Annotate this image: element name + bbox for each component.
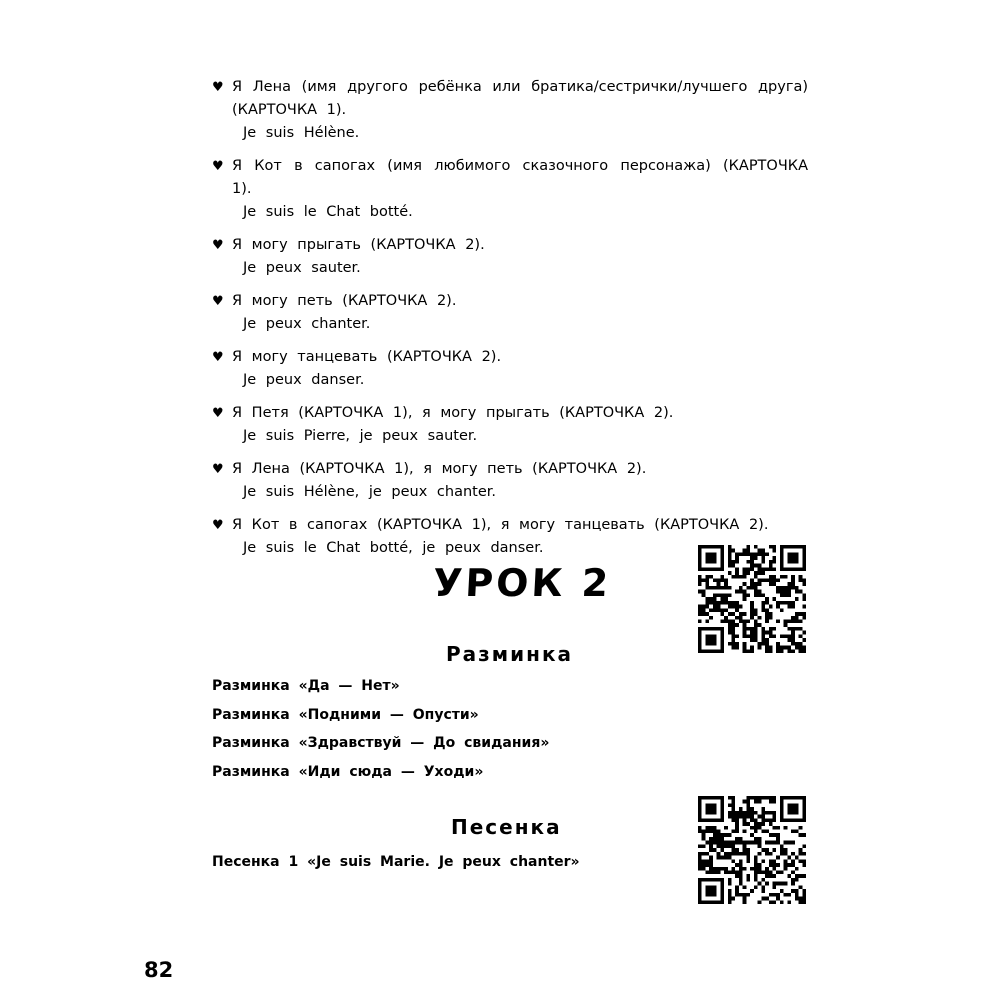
qr-code-icon[interactable] [698, 796, 806, 904]
qr-code-icon[interactable] [698, 545, 806, 653]
russian-phrase: Я Петя (КАРТОЧКА 1), я могу прыгать (КАРТОЧКА 2). [232, 405, 674, 421]
russian-phrase: Я Кот в сапогах (имя любимого сказочного персонажа) (КАРТОЧКА 1). [232, 158, 808, 197]
lesson-title: УРОК 2 [431, 561, 613, 605]
french-phrase: Je suis le Chat botté. [243, 204, 413, 220]
phrase-list [212, 76, 808, 570]
warmup-list [212, 676, 549, 790]
list-item: Разминка «Здравствуй — До свидания» [212, 735, 550, 751]
list-item [212, 346, 808, 392]
french-phrase: Je suis le Chat botté, je peux danser. [243, 540, 544, 556]
heart-icon: ♥ [212, 462, 224, 477]
french-phrase: Je suis Hélène. [243, 125, 360, 141]
list-item [212, 402, 808, 448]
song-heading: Песенка [451, 815, 562, 839]
list-item: Разминка «Подними — Опусти» [212, 706, 479, 723]
heart-icon: ♥ [212, 406, 224, 421]
russian-phrase: Я могу танцевать (КАРТОЧКА 2). [232, 349, 502, 365]
list-item: Разминка «Да — Нет» [212, 678, 400, 694]
russian-phrase: Я могу прыгать (КАРТОЧКА 2). [232, 237, 485, 253]
french-phrase: Je peux chanter. [243, 316, 371, 332]
heart-icon: ♥ [212, 80, 224, 95]
song-item: Песенка 1 «Je suis Marie. Je peux chanter» [212, 854, 580, 870]
russian-phrase: Я могу петь (КАРТОЧКА 2). [232, 293, 457, 309]
russian-phrase: Я Лена (КАРТОЧКА 1), я могу петь (КАРТОЧКА 2). [232, 461, 647, 477]
russian-phrase: Я Кот в сапогах (КАРТОЧКА 1), я могу танцевать (КАРТОЧКА 2). [232, 517, 769, 533]
list-item [212, 234, 808, 280]
list-item [212, 290, 808, 336]
list-item [212, 155, 808, 224]
russian-phrase: Я Лена (имя другого ребёнка или братика/сестрички/лучшего друга) (КАРТОЧКА 1). [232, 79, 808, 118]
french-phrase: Je peux sauter. [243, 260, 361, 276]
list-item [212, 458, 808, 504]
page-number: 82 [144, 958, 174, 982]
list-item [212, 76, 808, 145]
heart-icon: ♥ [212, 294, 224, 309]
french-phrase: Je suis Hélène, je peux chanter. [243, 484, 496, 500]
heart-icon: ♥ [212, 518, 224, 533]
heart-icon: ♥ [212, 238, 224, 253]
heart-icon: ♥ [212, 159, 224, 174]
heart-icon: ♥ [212, 350, 224, 365]
french-phrase: Je peux danser. [243, 372, 365, 388]
french-phrase: Je suis Pierre, je peux sauter. [243, 428, 478, 444]
list-item: Разминка «Иди сюда — Уходи» [212, 763, 484, 780]
warmup-heading: Разминка [446, 642, 574, 666]
